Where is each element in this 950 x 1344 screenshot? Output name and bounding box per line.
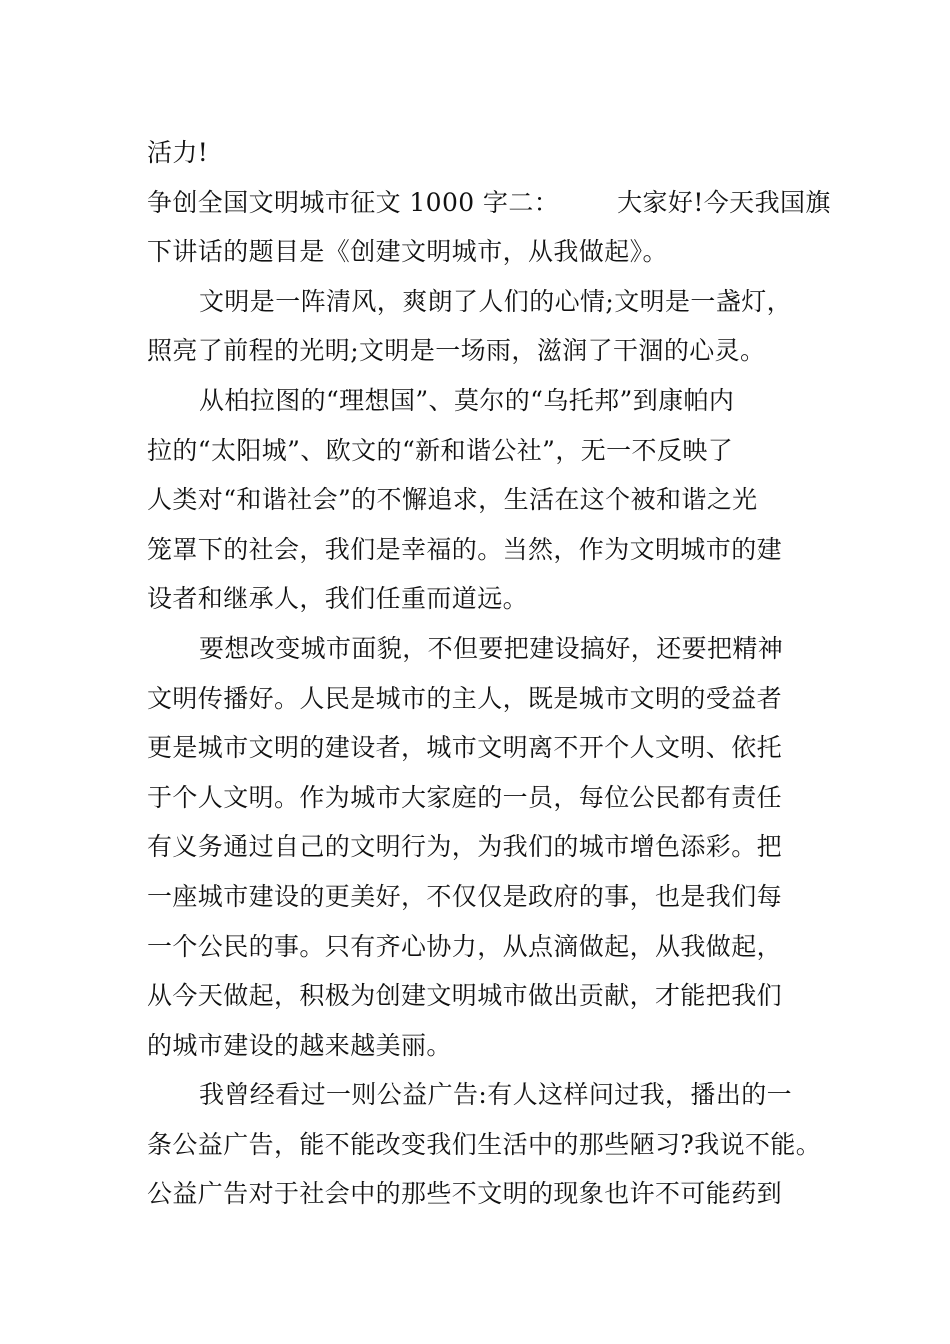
text-line: 一座城市建设的更美好，不仅仅是政府的事，也是我们每 (147, 881, 783, 911)
essay-body (147, 128, 831, 1219)
text-line: 活力! (147, 138, 209, 167)
text-line: 一个公民的事。只有齐心协力，从点滴做起，从我做起， (147, 931, 783, 961)
text-line: 照亮了前程的光明;文明是一场雨，滋润了干涸的心灵。 (147, 336, 766, 366)
text-line: 文明传播好。人民是城市的主人，既是城市文明的受益者 (147, 683, 783, 713)
paragraph-start-line: 我曾经看过一则公益广告:有人这样问过我，播出的一 (199, 1080, 793, 1110)
text-line: 更是城市文明的建设者，城市文明离不开个人文明、依托 (147, 733, 783, 763)
speech-opening: 大家好!今天我国旗 (617, 187, 831, 217)
paragraph-start-line: 文明是一阵清风，爽朗了人们的心情;文明是一盏灯， (199, 286, 793, 316)
text-line: 公益广告对于社会中的那些不文明的现象也许不可能药到 (147, 1179, 783, 1209)
text-line: 条公益广告，能不能改变我们生活中的那些陋习?我说不能。 (147, 1129, 822, 1159)
text-line: 设者和继承人，我们任重而道远。 (147, 584, 529, 614)
paragraph-start-line: 从柏拉图的“理想国”、莫尔的“乌托邦”到康帕内 (199, 385, 735, 415)
text-line: 从今天做起，积极为创建文明城市做出贡献，才能把我们 (147, 981, 783, 1011)
text-line: 的城市建设的越来越美丽。 (147, 1030, 452, 1060)
text-line: 拉的“太阳城”、欧文的“新和谐公社”，无一不反映了 (147, 435, 734, 465)
text-line: 下讲话的题目是《创建文明城市，从我做起》。 (147, 237, 668, 267)
text-line: 于个人文明。作为城市大家庭的一员，每位公民都有责任 (147, 782, 783, 812)
text-line: 有义务通过自己的文明行为，为我们的城市增色添彩。把 (147, 832, 783, 862)
essay-heading-line (147, 178, 831, 228)
text-line: 笼罩下的社会，我们是幸福的。当然，作为文明城市的建 (147, 534, 783, 564)
essay-subtitle: 争创全国文明城市征文 1000 字二： (147, 187, 560, 217)
text-line: 人类对“和谐社会”的不懈追求，生活在这个被和谐之光 (147, 485, 758, 515)
paragraph-start-line: 要想改变城市面貌，不但要把建设搞好，还要把精神 (199, 633, 784, 663)
